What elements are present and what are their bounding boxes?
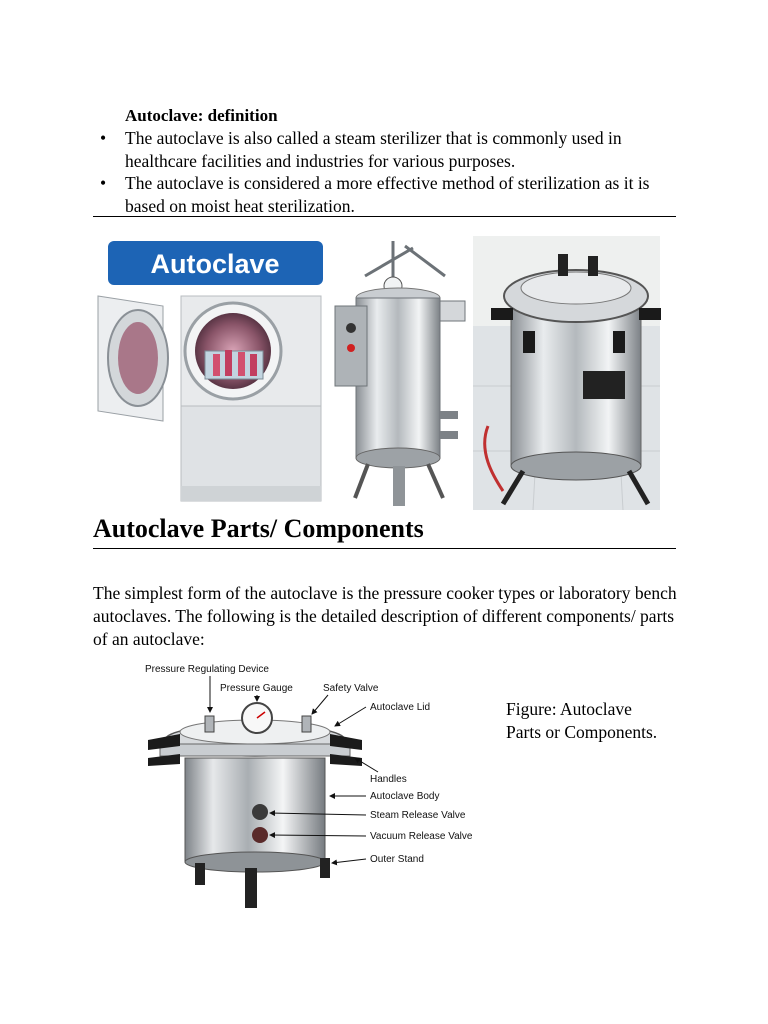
label-pressure-regulating-device: Pressure Regulating Device [145, 664, 269, 675]
label-autoclave-lid: Autoclave Lid [370, 702, 431, 713]
vertical-autoclave-photo [330, 236, 470, 512]
divider [93, 548, 676, 549]
label-safety-valve: Safety Valve [323, 683, 379, 694]
label-steam-release-valve: Steam Release Valve [370, 810, 466, 821]
label-outer-stand: Outer Stand [370, 854, 424, 865]
autoclave-parts-diagram [140, 658, 500, 918]
figure-caption: Figure: Autoclave Parts or Components. [506, 699, 658, 742]
bullet-text: The autoclave is considered a more effective method of sterilization as it is based on moist heat sterilization. [125, 173, 650, 216]
autoclave-photo-collage [93, 236, 663, 512]
pressure-cooker-illustration [148, 703, 362, 908]
list-item [100, 172, 680, 217]
portable-autoclave-photo [473, 236, 661, 510]
intro-paragraph: The simplest form of the autoclave is the pressure cooker types or laboratory bench autoclaves. The following is the detailed description of different components/ parts of an autoclave: [93, 583, 677, 649]
definition-list [100, 127, 680, 217]
divider [93, 216, 676, 217]
horizontal-autoclave-photo [93, 236, 328, 512]
bullet-icon: • [100, 173, 107, 193]
label-pressure-gauge: Pressure Gauge [220, 683, 293, 694]
section-title: Autoclave Parts/ Components [93, 514, 424, 543]
definition-title: Autoclave: definition [125, 106, 278, 125]
bullet-icon: • [100, 128, 107, 148]
label-autoclave-body: Autoclave Body [370, 791, 440, 802]
list-item [100, 127, 680, 172]
label-handles: Handles [370, 774, 407, 785]
bullet-text: The autoclave is also called a steam sterilizer that is commonly used in healthcare facilities and industries for various purposes. [125, 128, 622, 171]
badge-text: Autoclave [150, 249, 280, 279]
label-vacuum-release-valve: Vacuum Release Valve [370, 831, 473, 842]
